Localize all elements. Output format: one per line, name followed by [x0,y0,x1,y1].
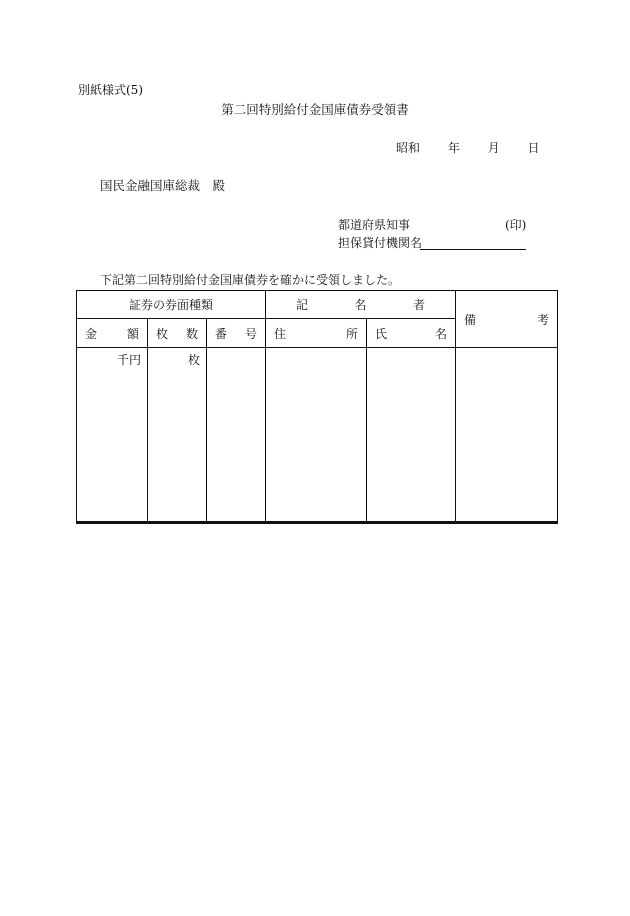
address-cell[interactable] [266,348,367,523]
name-header: 氏 名 [367,319,456,348]
receipt-statement: 下記第二回特別給付金国庫債券を確かに受領しました。 [100,273,401,287]
lender-name-line [420,249,526,250]
receipt-table [76,290,558,524]
lender-label: 担保貸付機関名 [338,236,423,250]
count-header: 枚 数 [148,319,207,348]
document-title: 第二回特別給付金国庫債券受領書 [221,102,409,117]
address-header: 住 所 [266,319,367,348]
date-day: 日 [527,141,540,155]
seal-mark: (印) [505,218,527,232]
addressee: 国民金融国庫総裁 殿 [100,178,226,193]
date-era: 昭和 [396,141,421,155]
amount-header: 金 額 [77,319,148,348]
date-month: 月 [487,141,500,155]
remarks-header: 備 考 [456,291,558,348]
number-header: 番 号 [207,319,266,348]
count-cell[interactable]: 枚 [148,348,207,523]
bond-type-header: 証券の券面種類 [77,291,266,319]
form-number: 別紙様式(5) [78,83,143,97]
number-cell[interactable] [207,348,266,523]
date-year: 年 [447,141,460,155]
signatory-header: 記 名 者 [266,291,456,319]
date-line [396,142,540,154]
name-cell[interactable] [367,348,456,523]
governor-label: 都道府県知事 [338,218,411,232]
amount-cell[interactable]: 千円 [77,348,148,523]
remarks-cell[interactable] [456,348,558,523]
